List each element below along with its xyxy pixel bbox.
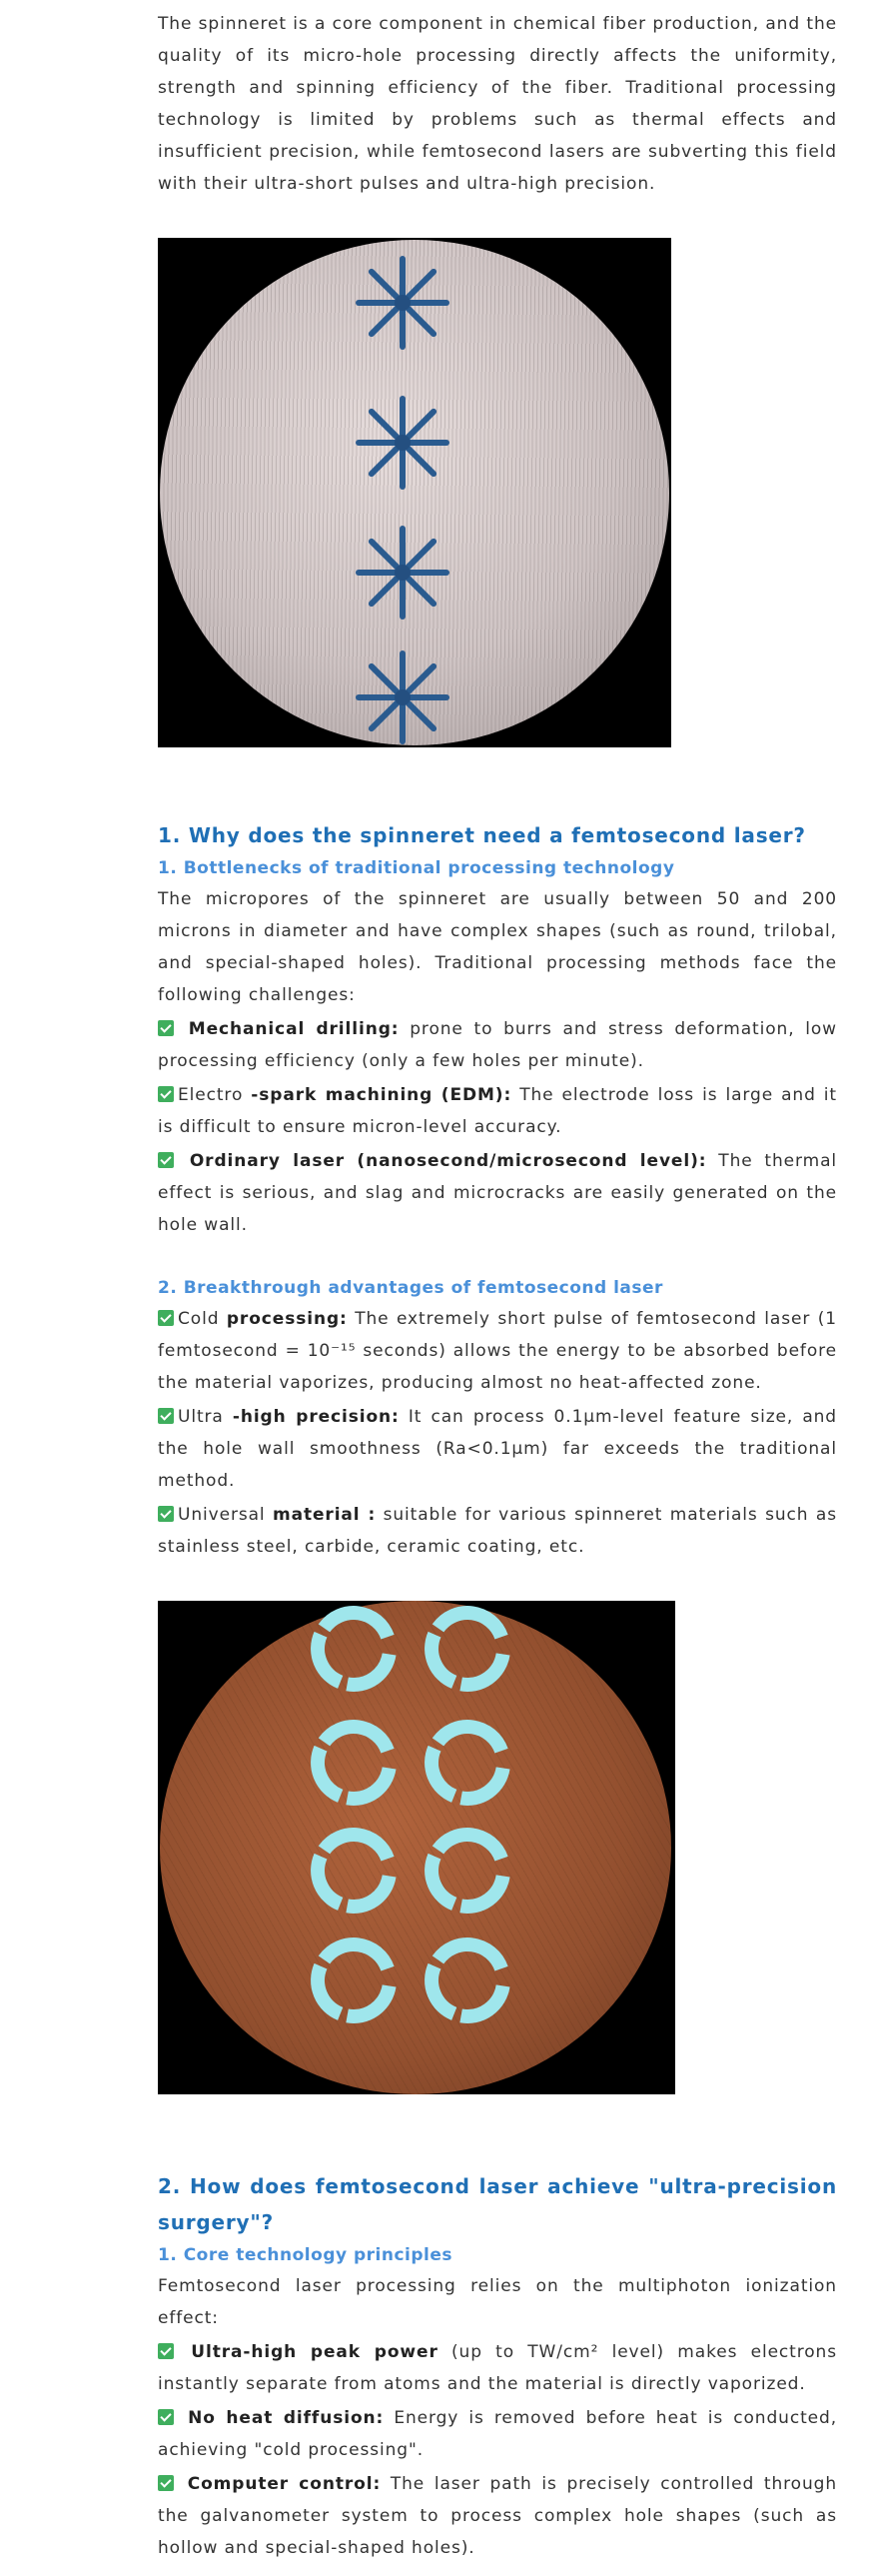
section-1-title: 1. Why does the spinneret need a femtosecond laser? xyxy=(158,823,806,847)
bullet-item: Mechanical drilling: prone to burrs and stress deformation, low processing efficiency (only a few holes per minute). xyxy=(158,1019,837,1071)
section-2-sub-1-body: Femtosecond laser processing relies on the multiphoton ionization effect: xyxy=(158,2276,837,2328)
bullet-item: Universal material : suitable for various spinneret materials such as stainless steel, carbide, ceramic coating, etc. xyxy=(158,1505,837,1557)
article xyxy=(158,0,837,2576)
bullet-item: Electro -spark machining (EDM): The electrode loss is large and it is difficult to ensure micron-level accuracy. xyxy=(158,1085,837,1137)
c-shaped-hole xyxy=(432,1944,503,2016)
spinneret-c-shaped-holes-image xyxy=(158,1601,675,2094)
c-shaped-hole xyxy=(318,1613,390,1685)
c-shaped-hole xyxy=(432,1727,503,1799)
check-box-icon xyxy=(158,1020,174,1036)
section-1-sub-2-title: 2. Breakthrough advantages of femtosecond laser xyxy=(158,1278,663,1298)
check-box-icon xyxy=(158,1310,174,1326)
c-shaped-hole xyxy=(318,1835,390,1907)
section-1-sub-1-title: 1. Bottlenecks of traditional processing technology xyxy=(158,858,675,878)
star-hole xyxy=(359,259,446,347)
spinneret-star-holes-image xyxy=(158,238,671,747)
bullet-item: No heat diffusion: Energy is removed before heat is conducted, achieving "cold processing". xyxy=(158,2408,837,2460)
check-box-icon xyxy=(158,2343,174,2359)
bullet-item: Ultra -high precision: It can process 0.1μm-level feature size, and the hole wall smoothness (Ra<0.1μm) far exceeds the traditional method. xyxy=(158,1407,837,1491)
check-box-icon xyxy=(158,1086,174,1102)
star-hole xyxy=(359,529,446,617)
star-hole xyxy=(359,399,446,487)
check-box-icon xyxy=(158,2475,174,2491)
c-shaped-hole xyxy=(318,1727,390,1799)
c-shaped-hole xyxy=(318,1944,390,2016)
intro-paragraph: The spinneret is a core component in chemical fiber production, and the quality of its micro-hole processing directly affects the uniformity, strength and spinning efficiency of the fiber. Traditional processing technology is limited by problems such as thermal effects and insufficient precision, while femtosecond lasers are subverting this field with their ultra-short pulses and ultra-high precision. xyxy=(158,14,837,194)
bullet-item: Ordinary laser (nanosecond/microsecond level): The thermal effect is serious, and slag and microcracks are easily generated on the hole wall. xyxy=(158,1151,838,1235)
check-box-icon xyxy=(158,1506,174,1522)
bullet-item: Cold processing: The extremely short pulse of femtosecond laser (1 femtosecond = 10⁻¹⁵ seconds) allows the energy to be absorbed before the material vaporizes, producing almost no heat-affected zone. xyxy=(158,1309,837,1393)
section-1-sub-1-body: The micropores of the spinneret are usually between 50 and 200 microns in diameter and have complex shapes (such as round, trilobal, and special-shaped holes). Traditional processing methods face the following challenges: xyxy=(158,889,837,1005)
c-shaped-hole xyxy=(432,1835,503,1907)
section-2-sub-1-title: 1. Core technology principles xyxy=(158,2245,453,2265)
bullet-item: Ultra-high peak power (up to TW/cm² level) makes electrons instantly separate from atoms and the material is directly vaporized. xyxy=(158,2342,837,2394)
bullet-item: Computer control: The laser path is precisely controlled through the galvanometer system to process complex hole shapes (such as hollow and special-shaped holes). xyxy=(158,2474,837,2558)
section-2-title: 2. How does femtosecond laser achieve "ultra-precision surgery"? xyxy=(158,2174,837,2234)
check-box-icon xyxy=(158,2409,174,2425)
c-shaped-hole xyxy=(432,1613,503,1685)
check-box-icon xyxy=(158,1408,174,1424)
star-hole xyxy=(359,653,446,741)
check-box-icon xyxy=(158,1152,174,1168)
